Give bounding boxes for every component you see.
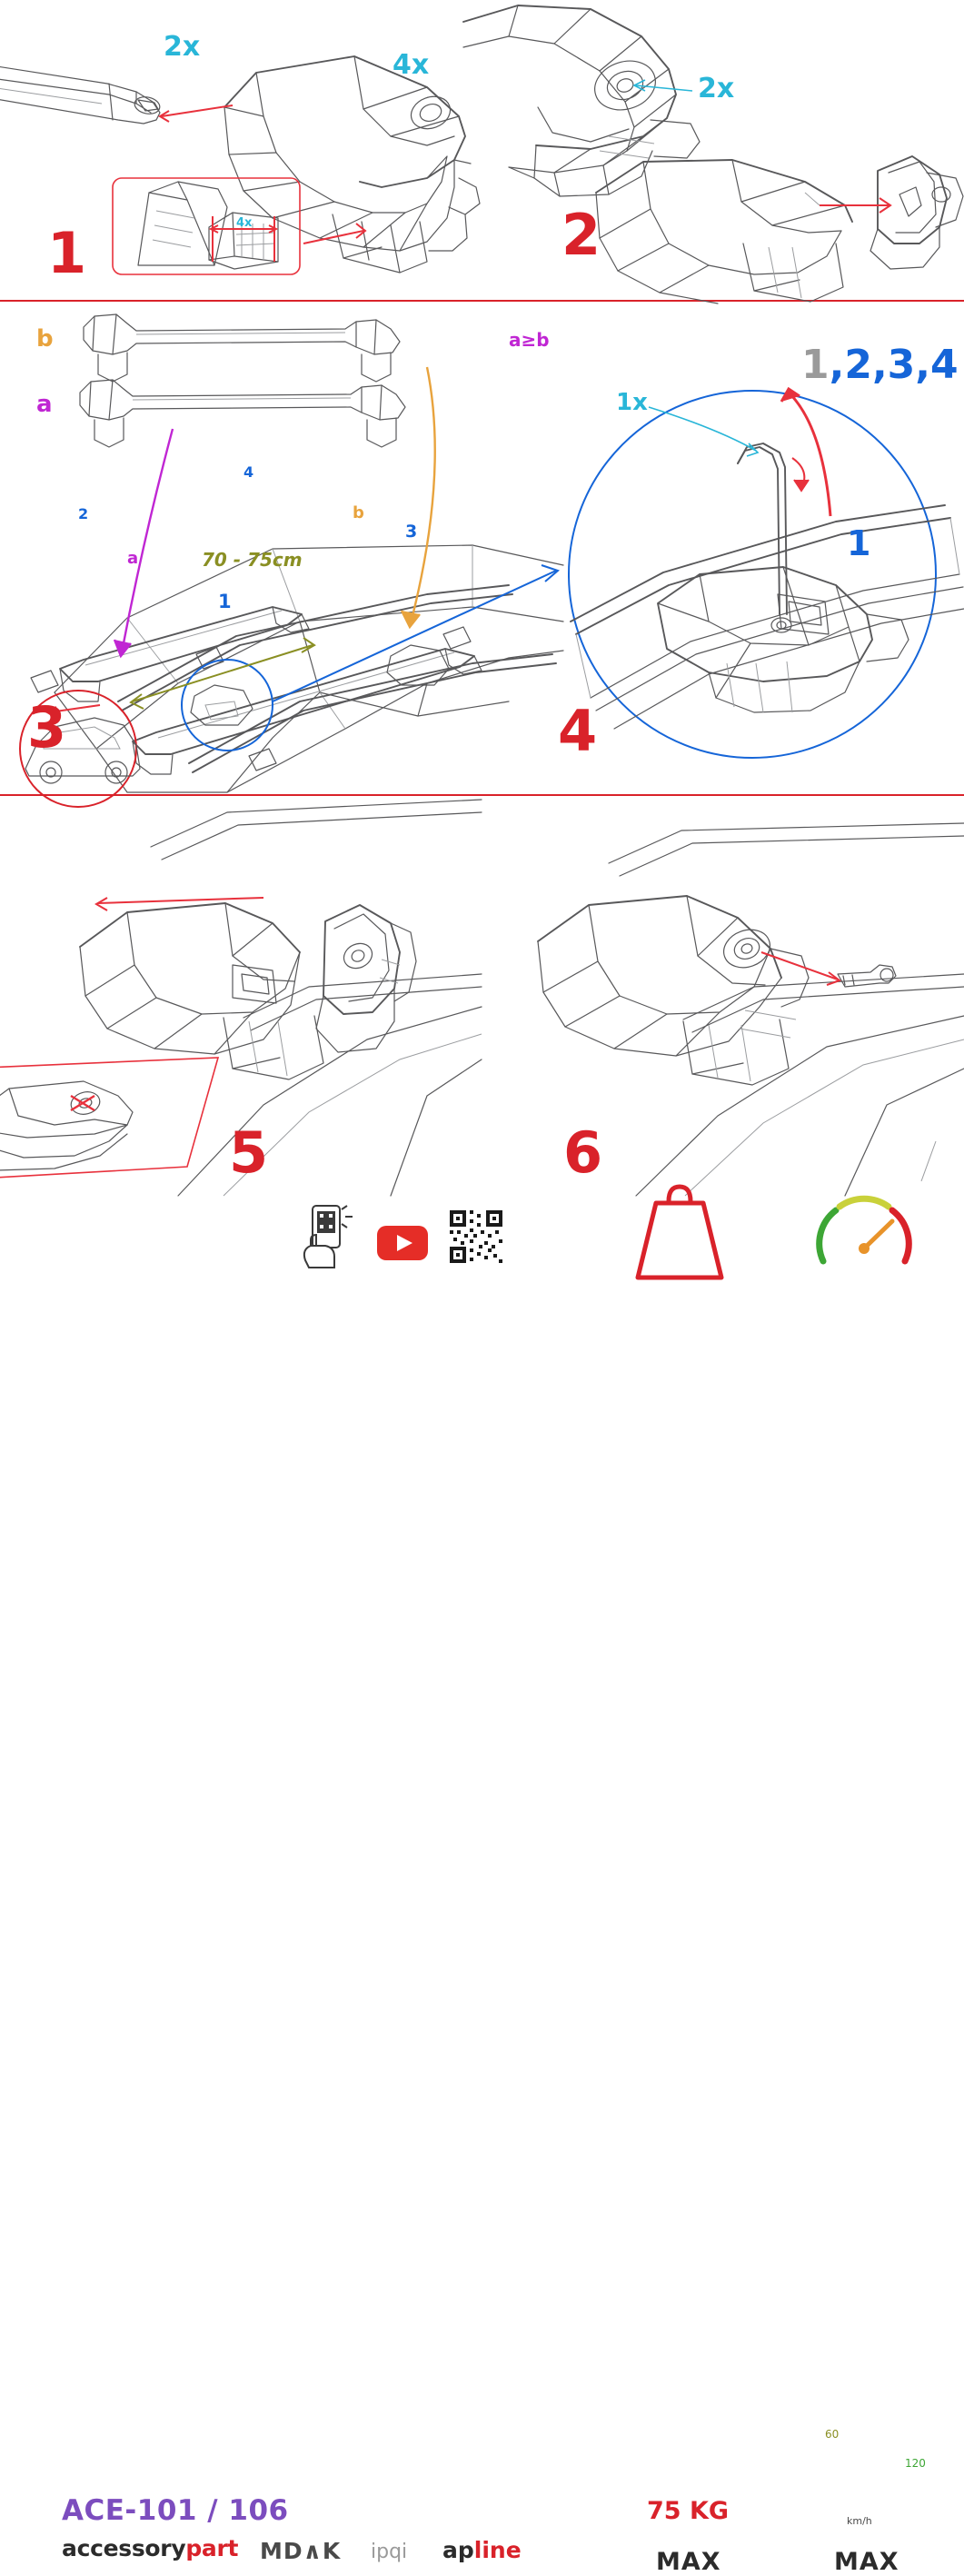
spacing-dimension-arrow: [131, 638, 314, 709]
step-5-panel: [0, 796, 482, 1196]
label-bar-a: a: [36, 391, 53, 418]
label-order-1: 1: [847, 523, 871, 563]
youtube-icon[interactable]: [376, 1225, 429, 1261]
footer: [0, 1245, 964, 2576]
key-drawing: [838, 965, 896, 987]
brand-apline-part2: line: [473, 2537, 522, 2563]
pad-detail-inset: [113, 178, 300, 274]
rack-foot-drawing: [224, 56, 480, 273]
label-qty-1x: 1x: [616, 389, 648, 416]
lock-check-inset: [0, 1058, 218, 1179]
crossbar-b-drawing: [84, 314, 400, 382]
brand-accessorypart-part2: part: [185, 2535, 239, 2561]
gauge-scale-min: 60: [825, 2428, 840, 2441]
weight-limit-icon: [623, 1183, 736, 1285]
brand-ipqi: ipqi: [371, 2541, 408, 2563]
foot-assembly-6: [538, 896, 809, 1085]
sequence-arrow: [781, 389, 830, 516]
label-mount-4: 4: [243, 463, 254, 481]
sequence-grey-part: 1: [801, 342, 830, 388]
key-insert-arrow: [761, 952, 840, 985]
speed-limit-max-label: MAX: [834, 2548, 899, 2576]
brand-accessorypart-part1: accessory: [62, 2535, 186, 2561]
step-3-panel: [0, 302, 563, 794]
step-number-3: 3: [27, 694, 65, 761]
step-2-illustration: [482, 0, 964, 300]
speed-unit-label: km/h: [847, 2515, 872, 2527]
label-mount-3: 3: [405, 522, 418, 542]
qty-2x-lock: 2x: [698, 73, 735, 104]
step-number-5: 5: [229, 1119, 267, 1186]
tool-callout-arrow: [649, 407, 758, 456]
pad-install-arrow: [303, 224, 365, 244]
qty-2x-bar: 2x: [164, 31, 201, 63]
label-mount-1: 1: [218, 591, 232, 612]
step-1-panel: [0, 0, 482, 300]
bar-install-arrow: [160, 105, 233, 122]
qr-code-icon: [448, 1208, 504, 1265]
qr-hand-icon: [289, 1204, 356, 1271]
brand-mdak: MD∧K: [260, 2538, 342, 2564]
step-number-4: 4: [558, 698, 596, 764]
foot-bar-assembly-5: [80, 903, 323, 1079]
model-code: ACE-101 / 106: [62, 2494, 289, 2527]
rack-foot-top-drawing: [463, 5, 700, 196]
lock-callout-arrow: [634, 80, 692, 91]
step-6-illustration: [482, 796, 964, 1196]
crossbar-a-drawing: [80, 380, 405, 447]
car-roof-drawing: [31, 545, 563, 792]
weight-limit-max-label: MAX: [656, 2548, 721, 2576]
label-position-a: a: [127, 549, 139, 568]
step-2-panel: [482, 0, 964, 300]
label-spacing: 70 - 75cm: [202, 549, 303, 571]
label-position-b: b: [353, 503, 364, 522]
allen-key-drawing: [738, 443, 787, 614]
brand-accessorypart: [62, 2535, 238, 2561]
roof-panel-drawing: [151, 800, 482, 1196]
step-number-2: 2: [562, 202, 600, 268]
gauge-scale-max: 120: [905, 2457, 926, 2470]
label-bar-b: b: [36, 325, 54, 353]
crossbar-drawing: [0, 65, 162, 124]
qty-4x-pad: 4x: [236, 216, 253, 230]
label-a-gte-b: a≥b: [509, 329, 550, 351]
label-mount-2: 2: [78, 505, 89, 522]
sequence-label: [801, 342, 959, 388]
arrow-b-path: [402, 367, 435, 627]
speed-limit-gauge-icon: [809, 1181, 921, 1287]
step-3-illustration: [0, 302, 563, 794]
rotation-arrow: [792, 458, 809, 491]
brand-apline: [442, 2537, 522, 2563]
brand-apline-part1: ap: [442, 2537, 474, 2563]
bar-foot-assembly-drawing: [596, 156, 963, 303]
sequence-blue-part: ,2,3,4: [829, 342, 959, 388]
step-6-panel: [482, 796, 964, 1196]
weight-limit-value: 75 KG: [647, 2497, 730, 2525]
qty-4x-foot: 4x: [393, 49, 430, 81]
roof-panel-drawing-6: [609, 823, 964, 1196]
zoom-rail-drawing: [571, 505, 964, 729]
step-number-6: 6: [563, 1119, 601, 1186]
step-4-panel: [509, 302, 964, 794]
step-number-1: 1: [47, 220, 85, 286]
